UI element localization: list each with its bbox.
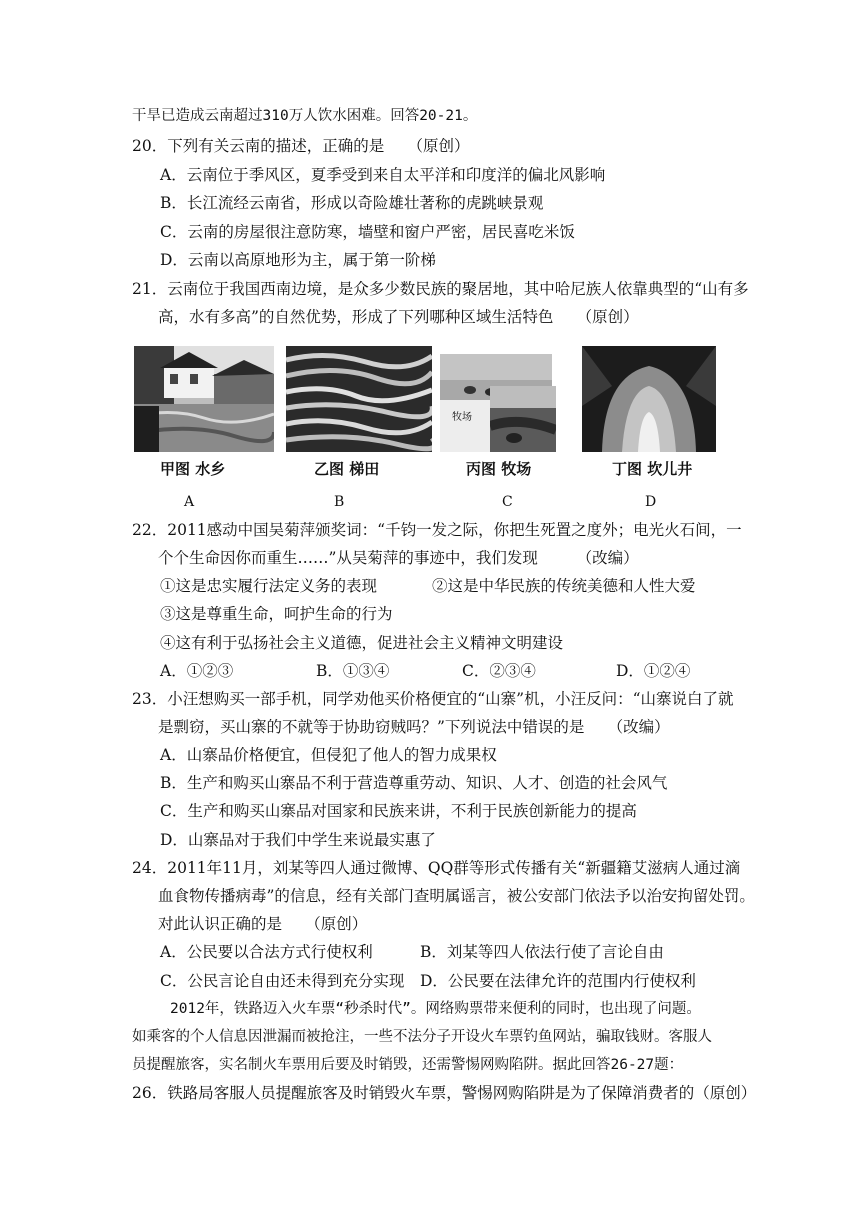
- q24-option-c: C．公民言论自由还未得到充分实现: [160, 972, 405, 990]
- q24-option-d: D．公民要在法律允许的范围内行使权利: [420, 972, 696, 990]
- passage-line1: 2012年，铁路迈入火车票“秒杀时代”。网络购票带来便利的同时，也出现了问题。: [170, 1001, 701, 1017]
- pasture-photo-2: [490, 386, 556, 452]
- picture-letter-c: C: [502, 494, 513, 510]
- picture-caption-d: 丁图 坎儿井: [612, 460, 693, 478]
- q20-stem: 20．下列有关云南的描述，正确的是 （原创）: [132, 137, 470, 155]
- q23-line1: 23．小汪想购买一部手机，同学劝他买价格便宜的“山寨”机，小汪反问：“山寨说白了就: [132, 690, 734, 708]
- q21-line2: 高，水有多高”的自然优势，形成了下列哪种区域生活特色 （原创）: [158, 308, 639, 326]
- q23-option-b: B．生产和购买山寨品不利于营造尊重劳动、知识、人才、创造的社会风气: [160, 774, 668, 792]
- passage-line3: 员提醒旅客，实名制火车票用后要及时销毁，还需警惕网购陷阱。据此回答26-27题：: [132, 1057, 684, 1073]
- q23-line2: 是剽窃，买山寨的不就等于协助窃贼吗？”下列说法中错误的是 （改编）: [158, 718, 670, 736]
- q23-option-d: D．山寨品对于我们中学生来说最实惠了: [160, 831, 436, 849]
- picture-letter-a: A: [184, 494, 195, 510]
- q22-line1: 22．2011感动中国吴菊萍颁奖词：“千钧一发之际，你把生死置之度外；电光火石间，一: [132, 521, 742, 539]
- q22-statement-3: ③这是尊重生命，呵护生命的行为: [160, 605, 393, 623]
- q24-line1: 24．2011年11月，刘某等四人通过微博、QQ群等形式传播有关“新疆籍艾滋病人通过滴: [132, 859, 741, 877]
- q22-option-c: C．②③④: [462, 662, 536, 680]
- picture-letter-d: D: [645, 494, 657, 510]
- q22-option-d: D．①②④: [616, 662, 691, 680]
- q24-option-a: A．公民要以合法方式行使权利: [160, 943, 373, 961]
- q22-statement-4: ④这有利于弘扬社会主义道德，促进社会主义精神文明建设: [160, 634, 564, 652]
- pasture-inner-label: 牧场: [452, 412, 472, 423]
- karez-photo: [582, 346, 716, 452]
- picture-letter-b: B: [334, 494, 345, 510]
- q24-option-b: B．刘某等四人依法行使了言论自由: [420, 943, 664, 961]
- q23-option-a: A．山寨品价格便宜，但侵犯了他人的智力成果权: [160, 746, 497, 764]
- q24-line2: 血食物传播病毒”的信息，经有关部门查明属谣言，被公安部门依法予以治安拘留处罚。: [158, 887, 755, 905]
- q22-statement-1: ①这是忠实履行法定义务的表现: [160, 577, 378, 595]
- picture-caption-c: 丙图 牧场: [466, 460, 532, 478]
- q22-line2: 个个生命因你而重生……”从吴菊萍的事迹中，我们发现 （改编）: [158, 549, 639, 567]
- water-town-photo: [134, 346, 274, 452]
- q22-option-a: A．①②③: [160, 662, 234, 680]
- q20-option-c: C．云南的房屋很注意防寒，墙壁和窗户严密，居民喜吃米饭: [160, 223, 575, 241]
- q23-option-c: C．生产和购买山寨品对国家和民族来讲，不利于民族创新能力的提高: [160, 802, 637, 820]
- q24-line3: 对此认识正确的是 （原创）: [158, 915, 368, 933]
- q20-option-a: A．云南位于季风区，夏季受到来自太平洋和印度洋的偏北风影响: [160, 166, 606, 184]
- intro-line: 干旱已造成云南超过310万人饮水困难。回答20-21。: [132, 108, 478, 124]
- q20-option-b: B．长江流经云南省，形成以奇险雄壮著称的虎跳峡景观: [160, 194, 544, 212]
- q26-stem: 26．铁路局客服人员提醒旅客及时销毁火车票，警惕网购陷阱是为了保障消费者的（原创）: [132, 1084, 757, 1102]
- passage-line2: 如乘客的个人信息因泄漏而被抢注，一些不法分子开设火车票钓鱼网站，骗取钱财。客服人: [132, 1029, 712, 1045]
- q22-statement-2: ②这是中华民族的传统美德和人性大爱: [432, 577, 696, 595]
- terraced-fields-photo: [286, 346, 432, 452]
- picture-caption-a: 甲图 水乡: [160, 460, 226, 478]
- q21-line1: 21．云南位于我国西南边境，是众多少数民族的聚居地，其中哈尼族人依靠典型的“山有多: [132, 280, 749, 298]
- picture-caption-b: 乙图 梯田: [314, 460, 380, 478]
- pasture-label-box: [440, 400, 490, 452]
- q20-option-d: D．云南以高原地形为主，属于第一阶梯: [160, 251, 436, 269]
- q22-option-b: B．①③④: [316, 662, 390, 680]
